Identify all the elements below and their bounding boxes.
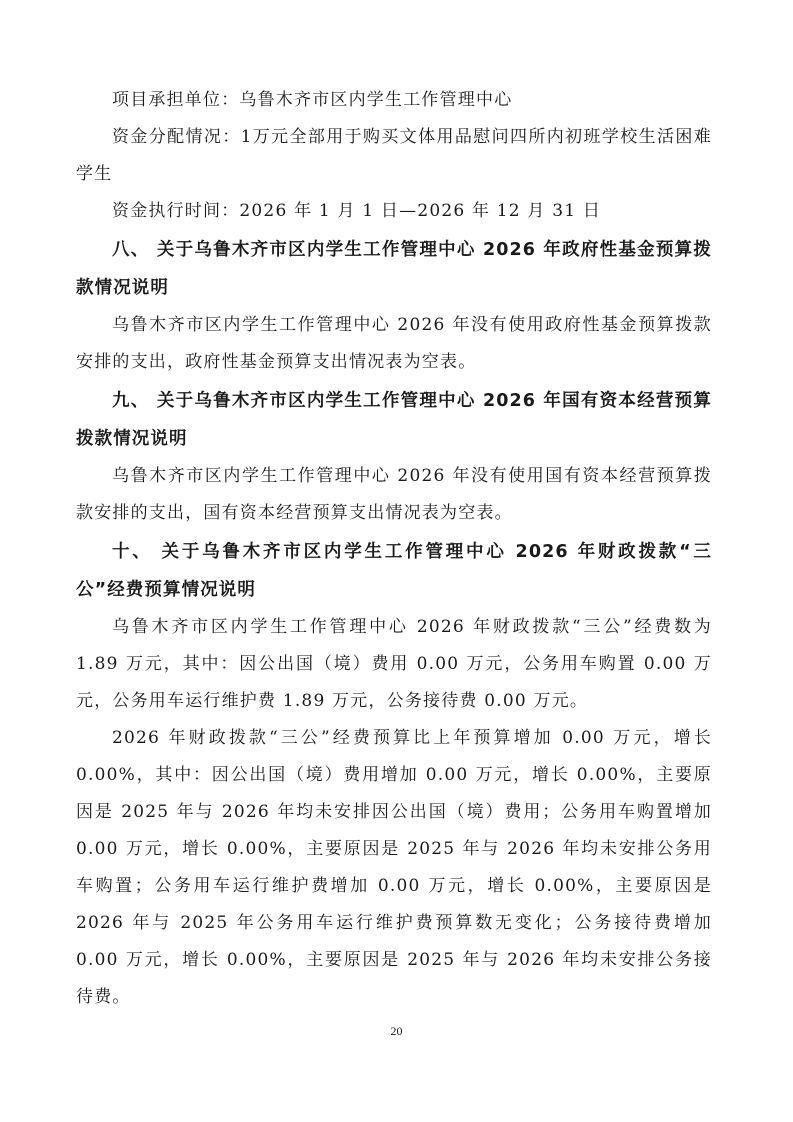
execution-time-line: 资金执行时间：2026 年 1 月 1 日—2026 年 12 月 31 日 <box>112 201 602 221</box>
section-8-body: 乌鲁木齐市区内学生工作管理中心 2026 年没有使用政府性基金预算拨款安排的支出，政府性基金预算支出情况表为空表。 <box>76 315 712 372</box>
section-10-body-1: 乌鲁木齐市区内学生工作管理中心 2026 年财政拨款“三公”经费数为 1.89 万元，其中：因公出国（境）费用 0.00 万元，公务用车购置 0.00 万元，公务用车运行维护费 1.89 万元，公务接待费 0.00 万元。 <box>76 617 712 711</box>
page-number: 20 <box>390 1024 403 1038</box>
section-9-heading: 九、 关于乌鲁木齐市区内学生工作管理中心 2026 年国有资本经营预算拨款情况说明 <box>76 391 712 449</box>
fund-allocation-line: 资金分配情况：1万元全部用于购买文体用品慰问四所内初班学校生活困难学生 <box>76 127 712 184</box>
section-10-body-2: 2026 年财政拨款“三公”经费预算比上年预算增加 0.00 万元，增长 0.00%，其中：因公出国（境）费用增加 0.00 万元，增长 0.00%，主要原因是 2025 年与 2026 年均未安排因公出国（境）费用；公务用车购置增加 0.00 万元，增长 0.00%，主要原因是 2025 年与 2026 年均未安排公务用车购置；公务用车运行维护费增加 0.00 万元，增长 0.00%，主要原因是 2026 年与 2025 年公务用车运行维护费预算数无变化；公务接待费增加 0.00 万元，增长 0.00%，主要原因是 2025 年与 2026 年均未安排公务接待费。 <box>76 728 712 1007</box>
section-10-heading: 十、 关于乌鲁木齐市区内学生工作管理中心 2026 年财政拨款“三公”经费预算情况说明 <box>76 542 712 600</box>
project-unit-line: 项目承担单位：乌鲁木齐市区内学生工作管理中心 <box>112 90 513 110</box>
section-9-body: 乌鲁木齐市区内学生工作管理中心 2026 年没有使用国有资本经营预算拨款安排的支出，国有资本经营预算支出情况表为空表。 <box>76 466 712 523</box>
document-page <box>76 82 712 1016</box>
section-8-heading: 八、 关于乌鲁木齐市区内学生工作管理中心 2026 年政府性基金预算拨款情况说明 <box>76 240 712 298</box>
